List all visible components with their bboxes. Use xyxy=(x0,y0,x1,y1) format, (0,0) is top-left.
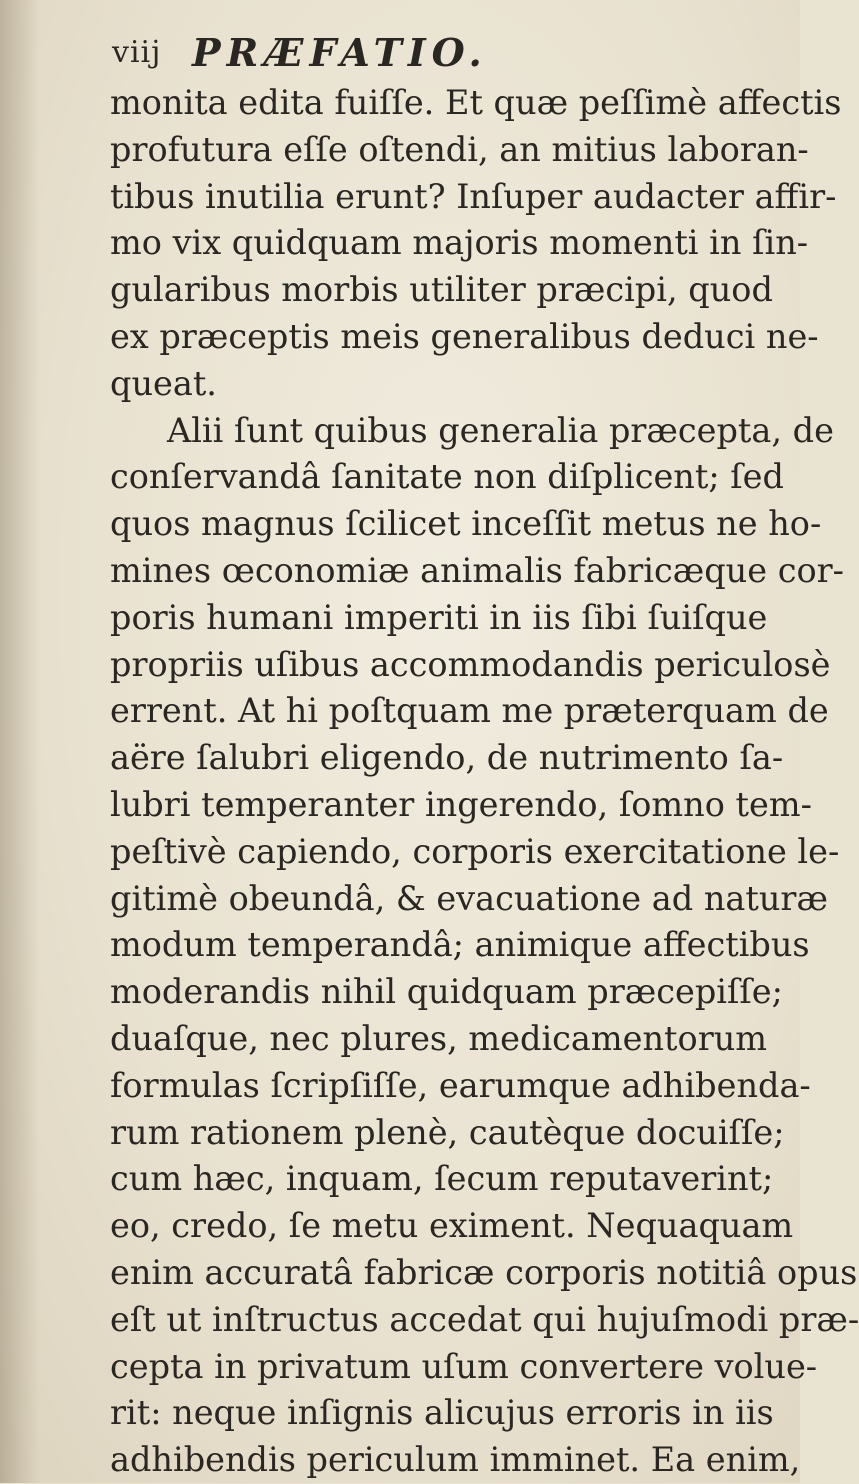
text-line: tibus inutilia erunt? Inſuper audacter affir- xyxy=(110,176,837,216)
text-line: lubri temperanter ingerendo, ſomno tem- xyxy=(110,784,812,824)
page-header xyxy=(112,28,712,76)
text-line: poris humani imperiti in iis ſibi ſuiſque xyxy=(110,597,768,637)
text-line: conſervandâ ſanitate non diſplicent; ſed xyxy=(110,457,784,497)
text-line: cepta in privatum uſum convertere volue- xyxy=(110,1346,818,1386)
text-line: aëre ſalubri eligendo, de nutrimento ſa- xyxy=(110,738,784,778)
text-line: modum temperandâ; animique affectibus xyxy=(110,925,810,965)
text-line: enim accuratâ fabricæ corporis notitiâ opus xyxy=(110,1252,858,1292)
text-line: quos magnus ſcilicet inceſſit metus ne ho- xyxy=(110,504,822,544)
text-line: cum hæc, inquam, ſecum reputaverint; xyxy=(110,1159,774,1199)
text-line: errent. At hi poſtquam me præterquam de xyxy=(110,691,829,731)
text-line: gitimè obeundâ, & evacuatione ad naturæ xyxy=(110,878,828,918)
text-line: ex præceptis meis generalibus deduci ne- xyxy=(110,316,819,356)
text-line: queat. xyxy=(110,363,217,403)
text-line: propriis uſibus accommodandis periculosè xyxy=(110,644,831,684)
text-line: adhibendis periculum imminet. Ea enim, xyxy=(110,1440,801,1480)
gutter-shadow xyxy=(0,0,40,1483)
text-line: rum rationem plenè, cautèque docuiſſe; xyxy=(110,1112,785,1152)
running-title: PRÆFATIO. xyxy=(192,29,488,75)
text-line: monita edita fuiſſe. Et quæ peſſimè affectis xyxy=(110,83,842,122)
text-line: duaſque, nec plures, medicamentorum xyxy=(110,1018,768,1058)
text-line: formulas ſcripſiſſe, earumque adhibenda- xyxy=(110,1065,811,1105)
text-line: gularibus morbis utiliter præcipi, quod xyxy=(110,270,773,310)
text-line: eo, credo, ſe metu eximent. Nequaquam xyxy=(110,1206,794,1246)
folio-number: viij xyxy=(112,34,162,70)
text-line: rit: neque inſignis alicujus erroris in iis xyxy=(110,1393,774,1433)
text-line: moderandis nihil quidquam præcepiſſe; xyxy=(110,972,783,1012)
text-line: Alii ſunt quibus generalia præcepta, de xyxy=(167,410,834,450)
text-line: mines œconomiæ animalis fabricæque cor- xyxy=(110,550,844,590)
text-line: eſt ut inſtructus accedat qui hujuſmodi præ- xyxy=(110,1299,859,1339)
body-text xyxy=(60,80,859,1484)
text-line: peſtivè capiendo, corporis exercitatione le- xyxy=(110,831,840,871)
text-line: profutura eſſe oſtendi, an mitius laboran- xyxy=(110,129,809,169)
text-line: mo vix quidquam majoris momenti in ſin- xyxy=(110,223,809,263)
